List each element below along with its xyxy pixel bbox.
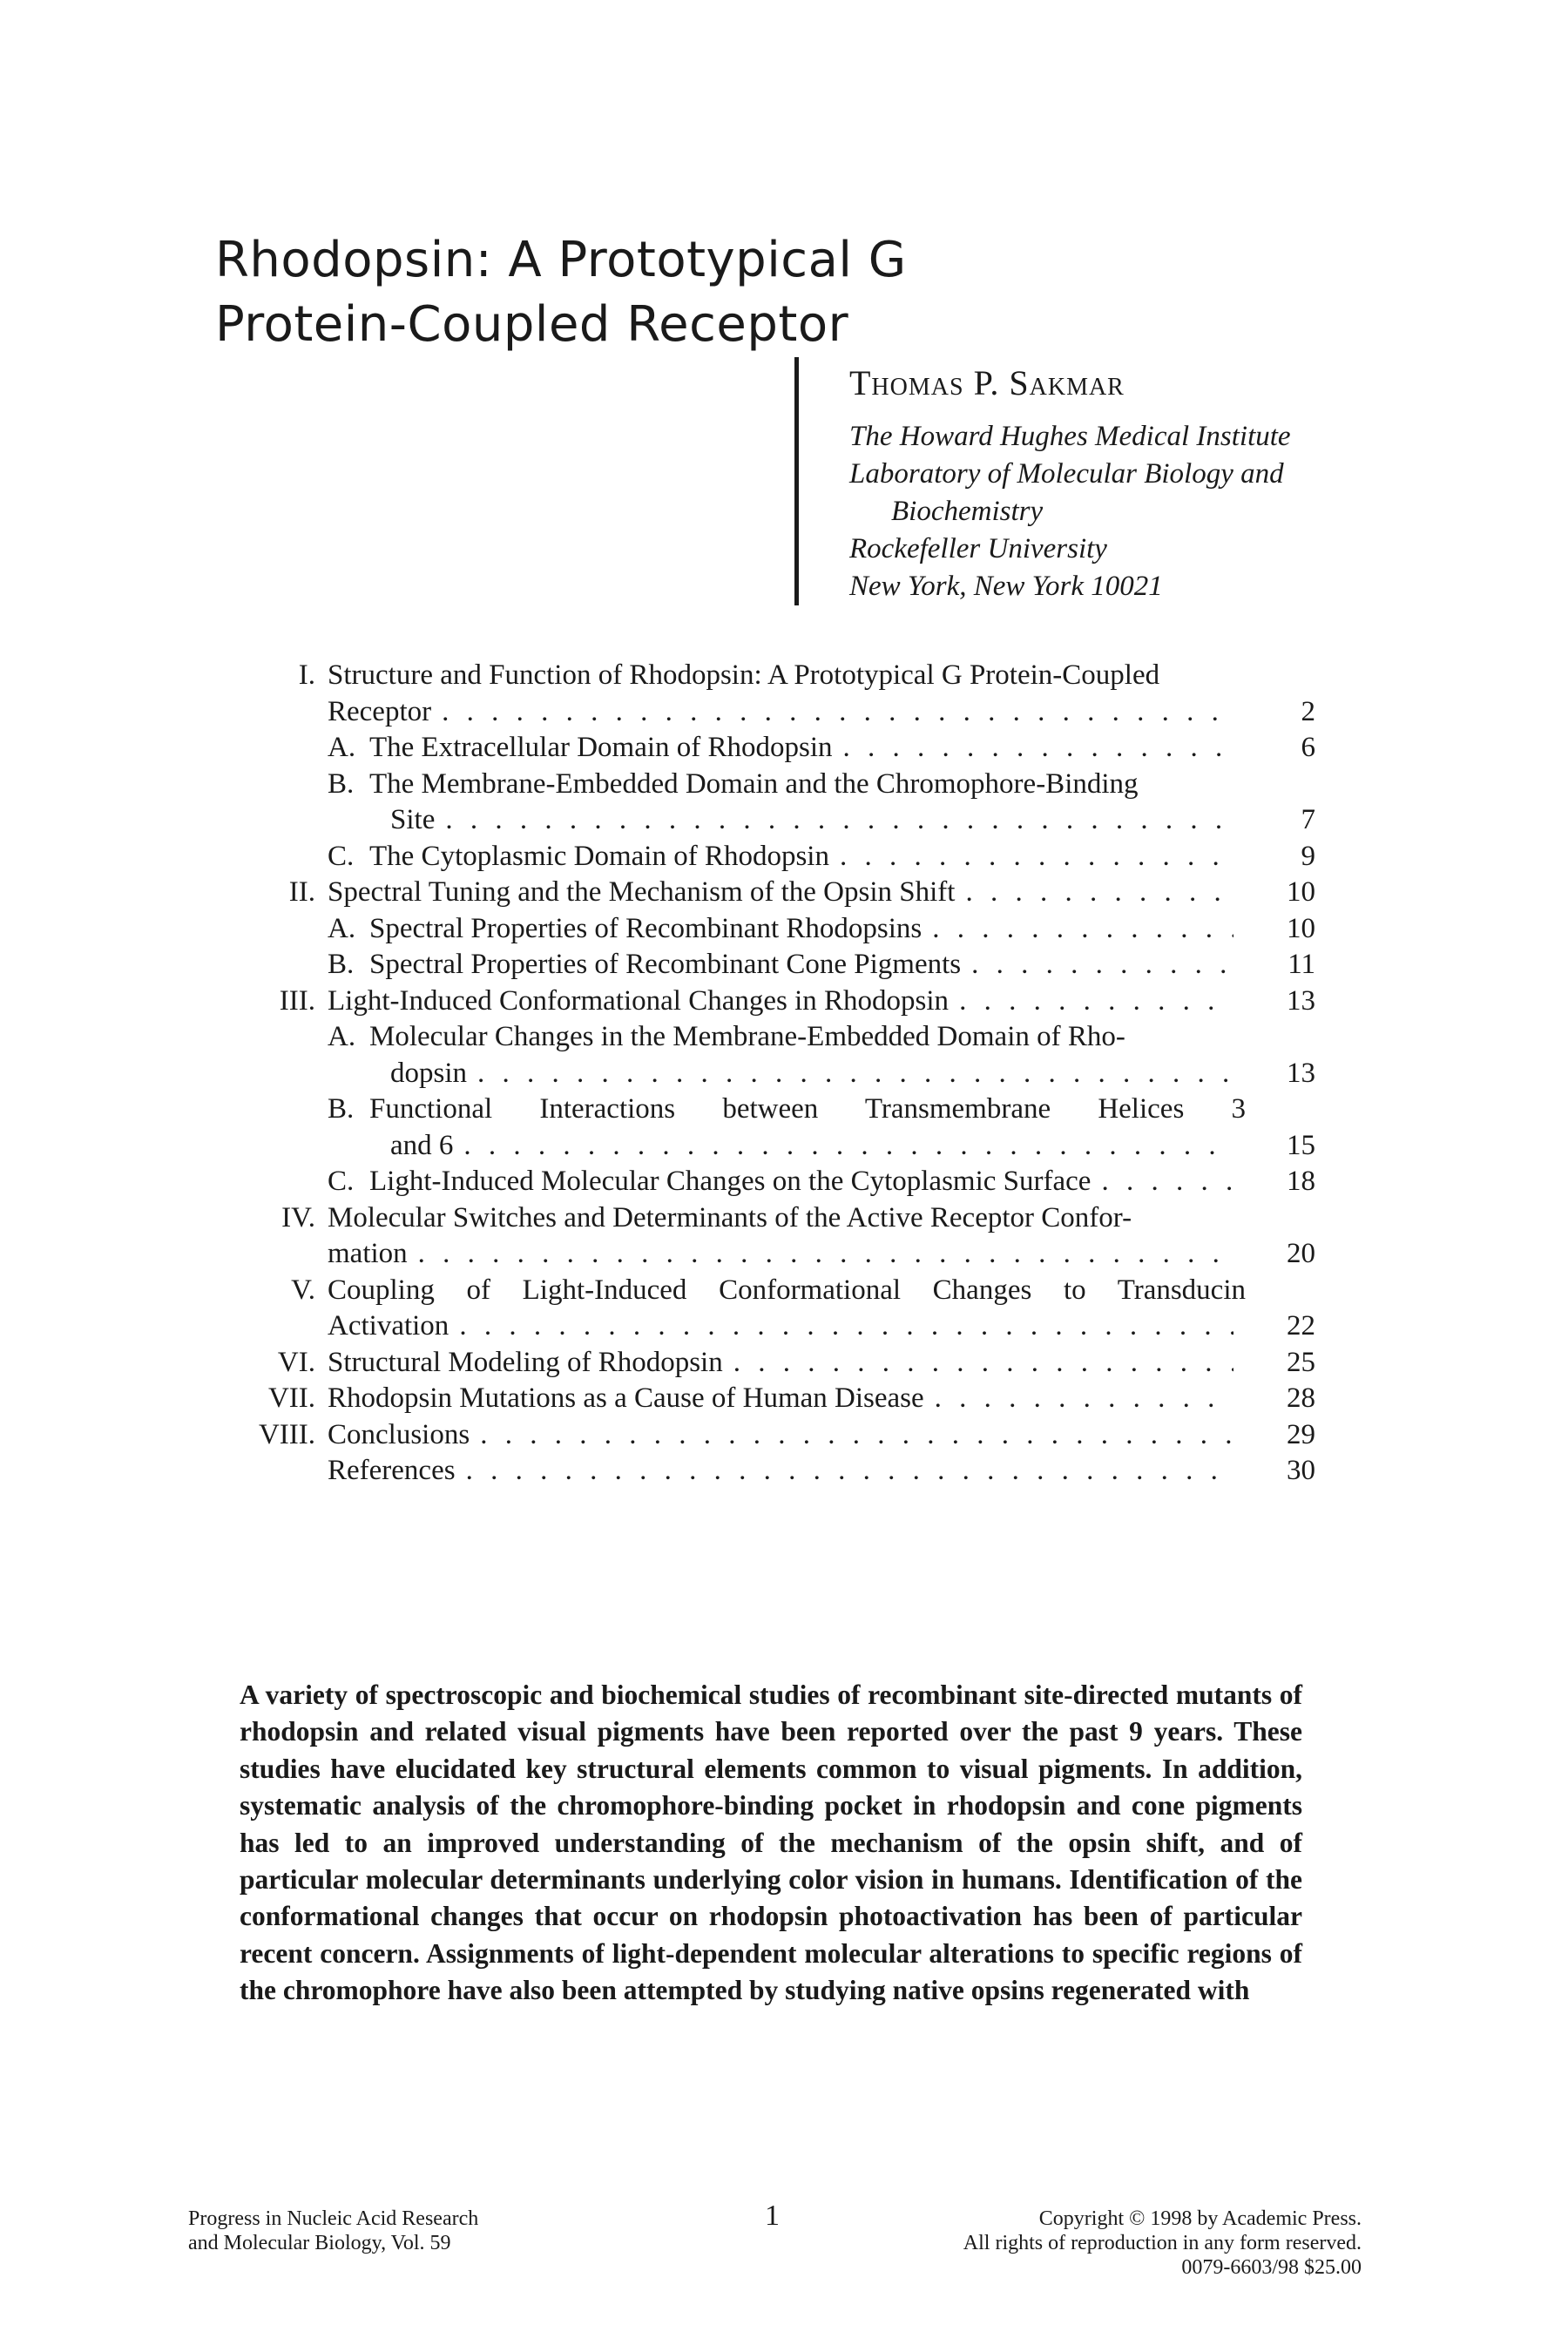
toc-entry (218, 1164, 1315, 1200)
toc-leader-dots (1101, 1164, 1233, 1200)
toc-entry-text: Spectral Tuning and the Mechanism of the Opsin Shift (328, 876, 956, 908)
toc-entry (218, 911, 1315, 948)
toc-subsection-letter: C. (328, 840, 355, 872)
toc-section-number: VIII. (258, 1418, 315, 1450)
toc-leader-dots (418, 1236, 1233, 1273)
toc-entry (218, 983, 1315, 1020)
toc-page-number: 18 (1287, 1166, 1315, 1197)
toc-subsection-letter: C. (328, 1166, 355, 1197)
toc-page-number: 9 (1301, 840, 1315, 872)
toc-subsection-letter: A. (328, 732, 356, 763)
title-line-1: Rhodopsin: A Prototypical G (215, 232, 907, 288)
toc-leader-dots (445, 802, 1233, 839)
toc-entry-text: The Cytoplasmic Domain of Rhodopsin (369, 840, 829, 872)
toc-section-number: III. (279, 984, 315, 1017)
author-name: Thomas P. Sakmar (849, 363, 1125, 402)
toc-section-number: II. (288, 876, 315, 908)
toc-page-number: 6 (1301, 732, 1315, 763)
toc-leader-dots (971, 947, 1233, 983)
toc-entry-text: Light-Induced Conformational Changes in Rhodopsin (328, 984, 950, 1017)
toc-entry-text: The Extracellular Domain of Rhodopsin (369, 732, 833, 763)
toc-entry-text: Rhodopsin Mutations as a Cause of Human Disease (328, 1382, 924, 1414)
toc-leader-dots (442, 694, 1233, 731)
toc-entry (218, 947, 1315, 983)
copyright-notice (963, 2207, 1362, 2280)
toc-entry (218, 1019, 1315, 1056)
journal-citation (188, 2207, 478, 2255)
copyright-line: 0079-6603/98 $25.00 (1181, 2256, 1362, 2279)
toc-entry-text: dopsin (390, 1057, 468, 1089)
toc-subsection-letter: B. (328, 949, 355, 980)
affiliation-line: Rockefeller University (849, 533, 1107, 564)
journal-line: Progress in Nucleic Acid Research (188, 2207, 479, 2230)
toc-subsection-letter: B. (328, 1093, 355, 1125)
toc-page-number: 11 (1288, 949, 1315, 980)
toc-entry-text: Site (390, 804, 436, 835)
toc-entry (218, 1092, 1315, 1128)
toc-leader-dots (843, 730, 1233, 767)
toc-entry-text: Receptor (328, 695, 432, 727)
toc-entry-text: References (328, 1455, 456, 1486)
page-number: 1 (765, 2200, 780, 2232)
toc-subsection-letter: A. (328, 912, 356, 944)
toc-entry-text: The Membrane-Embedded Domain and the Chromophore-Binding (369, 767, 1139, 800)
toc-page-number: 10 (1287, 876, 1315, 908)
toc-subsection-letter: A. (328, 1021, 356, 1052)
toc-entry-text: mation (328, 1238, 408, 1269)
toc-leader-dots (965, 875, 1233, 911)
toc-entry (218, 730, 1315, 767)
abstract: A variety of spectroscopic and biochemical studies of recombinant site-directed mutants of rhodopsin and related visual pigments have been reported over the past 9 years. These studies have elucidated key structural elements common to visual pigments. In addition, systematic analysis of the chromophore-binding pocket in rhodopsin and cone pigments has led to an improved understanding of the mechanism of the opsin shift, and of particular molecular determinants underlying color vision in humans. Identification of the conformational changes that occur on rhodopsin photoactivation has been of particular recent concern. Assignments of light-dependent molecular alterations to specific regions of the chromophore have also been attempted by studying native opsins regenerated with (240, 1680, 1302, 2006)
toc-entry (218, 1417, 1315, 1454)
toc-entry-text: Structural Modeling of Rhodopsin (328, 1346, 723, 1378)
toc-page-number: 10 (1287, 912, 1315, 944)
toc-entry-text: Functional Interactions between Transmembrane Helices 3 (369, 1093, 1246, 1125)
title-line-2: Protein-Coupled Receptor (215, 296, 849, 353)
toc-section-number: VI. (277, 1346, 315, 1378)
toc-entry-text: Spectral Properties of Recombinant Cone Pigments (369, 949, 962, 980)
toc-leader-dots (932, 911, 1233, 948)
toc-entry (218, 1200, 1315, 1237)
toc-entry (218, 875, 1315, 911)
copyright-line: All rights of reproduction in any form reserved. (963, 2232, 1362, 2254)
toc-entry-text: Molecular Changes in the Membrane-Embedded Domain of Rho- (369, 1021, 1125, 1052)
toc-page-number: 15 (1287, 1129, 1315, 1161)
toc-subsection-letter: B. (328, 767, 355, 800)
toc-entry (218, 1345, 1315, 1382)
toc-section-number: IV. (281, 1201, 315, 1233)
affiliation-line: Biochemistry (891, 496, 1044, 527)
toc-leader-dots (477, 1056, 1233, 1092)
toc-leader-dots (480, 1417, 1233, 1454)
toc-leader-dots (459, 1308, 1233, 1345)
toc-entry-text: Molecular Switches and Determinants of the Active Receptor Confor- (328, 1201, 1132, 1233)
toc-entry-text: Conclusions (328, 1418, 470, 1450)
toc-entry (218, 1381, 1315, 1417)
toc-page-number: 7 (1301, 804, 1315, 835)
toc-leader-dots (840, 839, 1233, 875)
toc-leader-dots (466, 1453, 1233, 1490)
toc-entry (218, 1273, 1315, 1309)
toc-section-number: V. (291, 1274, 315, 1306)
copyright-line: Copyright © 1998 by Academic Press. (1038, 2207, 1362, 2230)
toc-entry-text: Structure and Function of Rhodopsin: A Prototypical G Protein-Coupled (328, 659, 1160, 691)
toc-leader-dots (463, 1128, 1233, 1165)
article-title (215, 228, 907, 357)
affiliation-line: Laboratory of Molecular Biology and (849, 458, 1284, 490)
toc-page-number: 28 (1287, 1382, 1315, 1414)
journal-line: and Molecular Biology, Vol. 59 (188, 2232, 451, 2254)
author-block (794, 357, 1477, 605)
toc-page-number: 13 (1287, 1057, 1315, 1089)
toc-page-number: 2 (1301, 695, 1315, 727)
toc-page-number: 25 (1287, 1346, 1315, 1378)
toc-entry (218, 839, 1315, 875)
toc-page-number: 29 (1287, 1418, 1315, 1450)
toc-entry-text: and 6 (390, 1129, 454, 1161)
toc-page-number: 13 (1287, 984, 1315, 1017)
toc-entry (218, 767, 1315, 803)
toc-entry-text: Light-Induced Molecular Changes on the Cytoplasmic Surface (369, 1166, 1092, 1197)
toc-entry (218, 1453, 1315, 1490)
toc-page-number: 20 (1287, 1238, 1315, 1269)
toc-leader-dots (733, 1345, 1233, 1382)
table-of-contents (218, 658, 1315, 1490)
toc-entry-text: Coupling of Light-Induced Conformational Changes to Transducin (328, 1274, 1246, 1306)
affiliation-line: New York, New York 10021 (849, 571, 1163, 602)
toc-entry-text: Activation (328, 1310, 449, 1342)
toc-entry-text: Spectral Properties of Recombinant Rhodopsins (369, 912, 923, 944)
toc-entry (218, 658, 1315, 694)
toc-section-number: VII. (267, 1382, 315, 1414)
affiliation-line: The Howard Hughes Medical Institute (849, 421, 1291, 452)
toc-page-number: 22 (1287, 1310, 1315, 1342)
toc-leader-dots (935, 1381, 1233, 1417)
toc-page-number: 30 (1287, 1455, 1315, 1486)
toc-leader-dots (959, 983, 1233, 1020)
toc-section-number: I. (298, 659, 315, 691)
